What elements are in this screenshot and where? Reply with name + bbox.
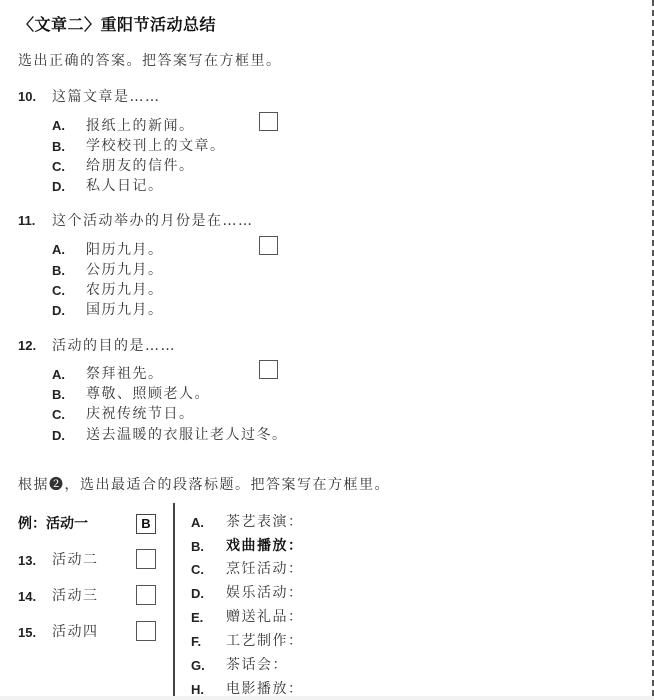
heading-text: 戏曲播放： xyxy=(226,538,304,554)
example-label: 例：活动一 xyxy=(18,516,88,532)
option-text: 公历九月。 xyxy=(86,262,164,278)
item-text: 活动二 xyxy=(52,552,99,568)
item-text: 活动三 xyxy=(52,588,99,604)
page-title: 〈文章二〉重阳节活动总结 xyxy=(18,15,217,34)
answer-box-15[interactable] xyxy=(136,621,156,641)
option-text: 国历九月。 xyxy=(86,302,164,318)
heading-text: 茶艺表演： xyxy=(226,514,304,530)
option-letter: D. xyxy=(52,179,65,194)
option-letter: A. xyxy=(52,367,65,382)
question-number: 10. xyxy=(18,89,37,104)
option-letter: C. xyxy=(52,407,65,422)
column-divider xyxy=(173,503,175,696)
example-answer-box: B xyxy=(136,514,156,534)
heading-letter: E. xyxy=(191,610,204,625)
option-letter: C. xyxy=(52,159,65,174)
item-text: 活动四 xyxy=(52,624,99,640)
option-letter: B. xyxy=(52,263,65,278)
option-text: 尊敬、照顾老人。 xyxy=(86,386,210,402)
option-letter: D. xyxy=(52,428,65,443)
option-letter: B. xyxy=(52,139,65,154)
heading-letter: G. xyxy=(191,658,205,673)
option-letter: A. xyxy=(52,118,65,133)
option-text: 学校校刊上的文章。 xyxy=(86,138,226,154)
option-text: 私人日记。 xyxy=(86,178,164,194)
instruction-choose-answer: 选出正确的答案。把答案写在方框里。 xyxy=(18,53,282,69)
heading-text: 工艺制作： xyxy=(226,633,304,649)
option-text: 农历九月。 xyxy=(86,282,164,298)
option-text: 送去温暖的衣服让老人过冬。 xyxy=(86,427,288,443)
heading-text: 赠送礼品： xyxy=(226,609,304,625)
heading-letter: F. xyxy=(191,634,202,649)
answer-box-13[interactable] xyxy=(136,549,156,569)
option-text: 给朋友的信件。 xyxy=(86,158,195,174)
heading-text: 电影播放： xyxy=(226,681,304,697)
question-text: 活动的目的是…… xyxy=(52,338,176,354)
question-text: 这个活动举办的月份是在…… xyxy=(52,213,254,229)
heading-text: 茶话会： xyxy=(226,657,288,673)
instruction-match-headings: 根据❷，选出最适合的段落标题。把答案写在方框里。 xyxy=(18,477,390,493)
option-text: 祭拜祖先。 xyxy=(86,366,164,382)
answer-box-14[interactable] xyxy=(136,585,156,605)
heading-text: 烹饪活动： xyxy=(226,561,304,577)
answer-box-10[interactable] xyxy=(259,112,278,131)
heading-text: 娱乐活动： xyxy=(226,585,304,601)
option-text: 阳历九月。 xyxy=(86,242,164,258)
item-number: 14. xyxy=(18,589,37,604)
answer-box-12[interactable] xyxy=(259,360,278,379)
option-letter: C. xyxy=(52,283,65,298)
heading-letter: A. xyxy=(191,515,204,530)
option-letter: D. xyxy=(52,303,65,318)
heading-letter: B. xyxy=(191,539,204,554)
question-text: 这篇文章是…… xyxy=(52,89,161,105)
option-text: 庆祝传统节日。 xyxy=(86,406,195,422)
question-number: 11. xyxy=(18,213,36,228)
question-number: 12. xyxy=(18,338,37,353)
answer-box-11[interactable] xyxy=(259,236,278,255)
heading-letter: D. xyxy=(191,586,204,601)
option-text: 报纸上的新闻。 xyxy=(86,118,195,134)
item-number: 15. xyxy=(18,625,37,640)
item-number: 13. xyxy=(18,553,37,568)
heading-letter: H. xyxy=(191,682,204,697)
option-letter: A. xyxy=(52,242,65,257)
option-letter: B. xyxy=(52,387,65,402)
heading-letter: C. xyxy=(191,562,204,577)
